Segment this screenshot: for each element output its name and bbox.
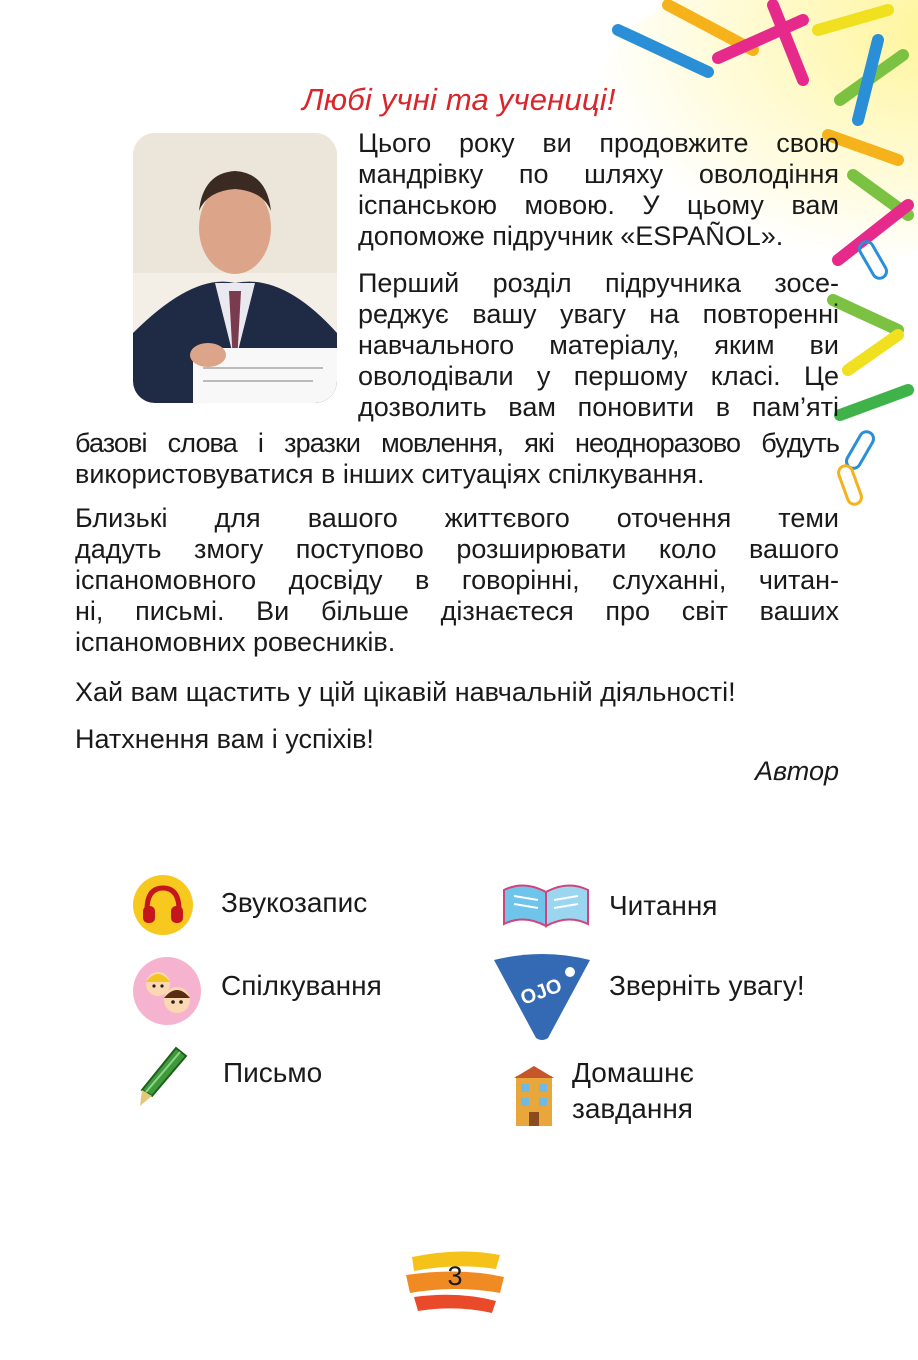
text-line: базові слова і зразки мовлення, які неодноразово будуть (75, 428, 839, 458)
children-faces-icon (132, 956, 202, 1031)
intro-paragraph (358, 128, 839, 252)
third-paragraph (75, 503, 839, 658)
author-signature: Автор (754, 756, 839, 786)
text-line: дозволить вам поновити в пам’яті (358, 392, 839, 422)
open-book-icon (500, 876, 592, 937)
text-line: іспаномовних ровесників. (75, 627, 396, 657)
ojo-badge-icon (490, 950, 594, 1047)
page-number-badge (400, 1247, 510, 1319)
text-line: іспанською мовою. У цьому вам (358, 190, 839, 220)
text-line: реджує вашу увагу на повторенні (358, 299, 839, 329)
house-icon (514, 1066, 554, 1133)
text-line: Перший розділ підручника зосе- (358, 268, 839, 298)
legend-homework-label-line1: Домашнє (572, 1057, 694, 1088)
legend-audio-label: Звукозапис (221, 887, 368, 918)
page-title: Любі учні та учениці! (302, 82, 616, 117)
headphones-icon (132, 874, 194, 941)
legend-reading-label: Читання (609, 890, 718, 921)
page-number: 3 (447, 1261, 463, 1291)
wish-line: Хай вам щастить у цій цікавій навчальній діяльності! (75, 677, 736, 707)
text-line: навчального матеріалу, яким ви (358, 330, 839, 360)
legend-homework-label-line2: завдання (572, 1093, 693, 1124)
ojo-badge-text: OJO (517, 974, 565, 1010)
author-photo (133, 133, 337, 403)
second-paragraph-continued (75, 428, 839, 490)
inspiration-line: Натхнення вам і успіхів! (75, 724, 374, 754)
text-line: оволодівали у першому класі. Це (358, 361, 839, 391)
second-paragraph (358, 268, 839, 423)
legend-attention-label: Зверніть увагу! (609, 970, 805, 1001)
pen-icon (136, 1044, 190, 1113)
text-line: іспаномовного досвіду в говорінні, слуханні, читан- (75, 565, 839, 595)
text-line: використовуватися в інших ситуаціях спілкування. (75, 459, 705, 489)
legend-writing-label: Письмо (223, 1057, 323, 1088)
text-line: ні, письмі. Ви більше дізнаєтеся про світ ваших (75, 596, 839, 626)
text-line: дадуть змогу поступово розширювати коло вашого (75, 534, 839, 564)
text-line: допоможе підручник «ESPAÑOL». (358, 221, 784, 251)
text-line: Цього року ви продовжите свою (358, 128, 839, 158)
text-line: мандрівку по шляху оволодіння (358, 159, 839, 189)
text-line: Близькі для вашого життєвого оточення теми (75, 503, 839, 533)
legend-speaking-label: Спілкування (221, 970, 382, 1001)
